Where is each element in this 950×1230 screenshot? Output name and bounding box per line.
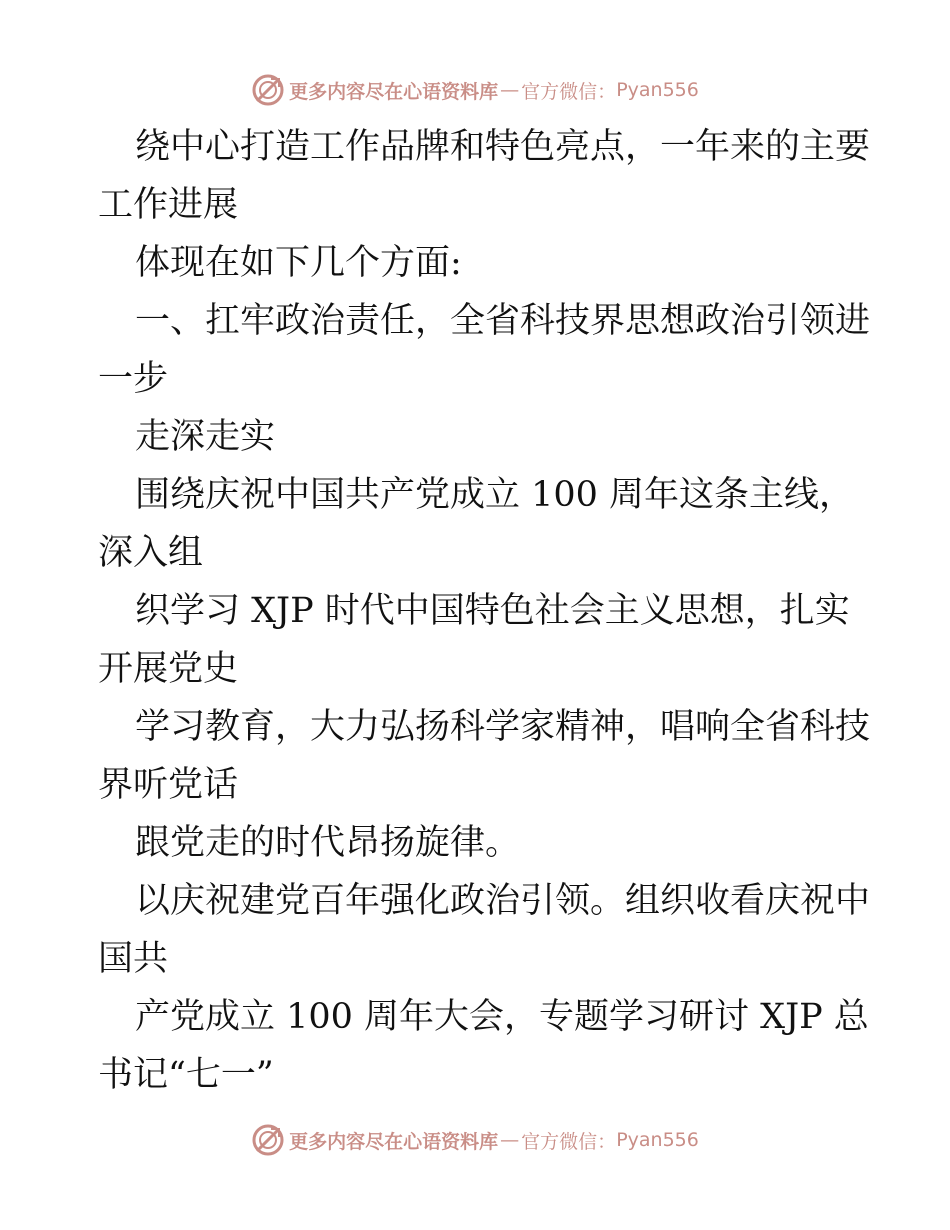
footer-site-title: 更多内容尽在心语资料库	[289, 1130, 499, 1153]
header-contact-label: 官方微信：	[521, 80, 617, 103]
body-line: 织学习 XJP 时代中国特色社会主义思想，扎实	[135, 591, 850, 631]
body-line: 以庆祝建党百年强化政治引领。组织收看庆祝中	[135, 881, 871, 921]
header-separator: —	[500, 79, 520, 101]
body-line: 工作进展	[98, 185, 239, 225]
body-line: 一步	[98, 359, 169, 399]
body-line: 一、扛牢政治责任，全省科技界思想政治引领进	[135, 301, 871, 341]
footer-account: Pyan556	[616, 1129, 699, 1151]
footer-contact-label: 官方微信：	[521, 1130, 617, 1153]
body-line: 绕中心打造工作品牌和特色亮点，一年来的主要	[135, 127, 871, 167]
body-line: 产党成立 100 周年大会，专题学习研讨 XJP 总	[135, 997, 869, 1037]
header-watermark	[0, 70, 950, 110]
body-line: 书记“七一”	[98, 1055, 274, 1095]
body-line: 开展党史	[98, 649, 239, 689]
brand-logo-icon	[251, 73, 285, 107]
header-account: Pyan556	[616, 79, 699, 101]
body-line: 深入组	[98, 533, 204, 573]
document-body	[98, 118, 871, 1104]
body-line: 学习教育，大力弘扬科学家精神，唱响全省科技	[135, 707, 871, 747]
header-site-title: 更多内容尽在心语资料库	[289, 80, 499, 103]
body-line: 跟党走的时代昂扬旋律。	[135, 823, 521, 863]
body-line: 围绕庆祝中国共产党成立 100 周年这条主线，	[135, 475, 855, 515]
footer-watermark	[0, 1120, 950, 1160]
body-line: 国共	[98, 939, 169, 979]
body-line: 界听党话	[98, 765, 239, 805]
body-line: 走深走实	[135, 417, 276, 457]
footer-separator: —	[500, 1129, 520, 1151]
brand-logo-icon	[251, 1123, 285, 1157]
body-line: 体现在如下几个方面:	[135, 243, 462, 283]
